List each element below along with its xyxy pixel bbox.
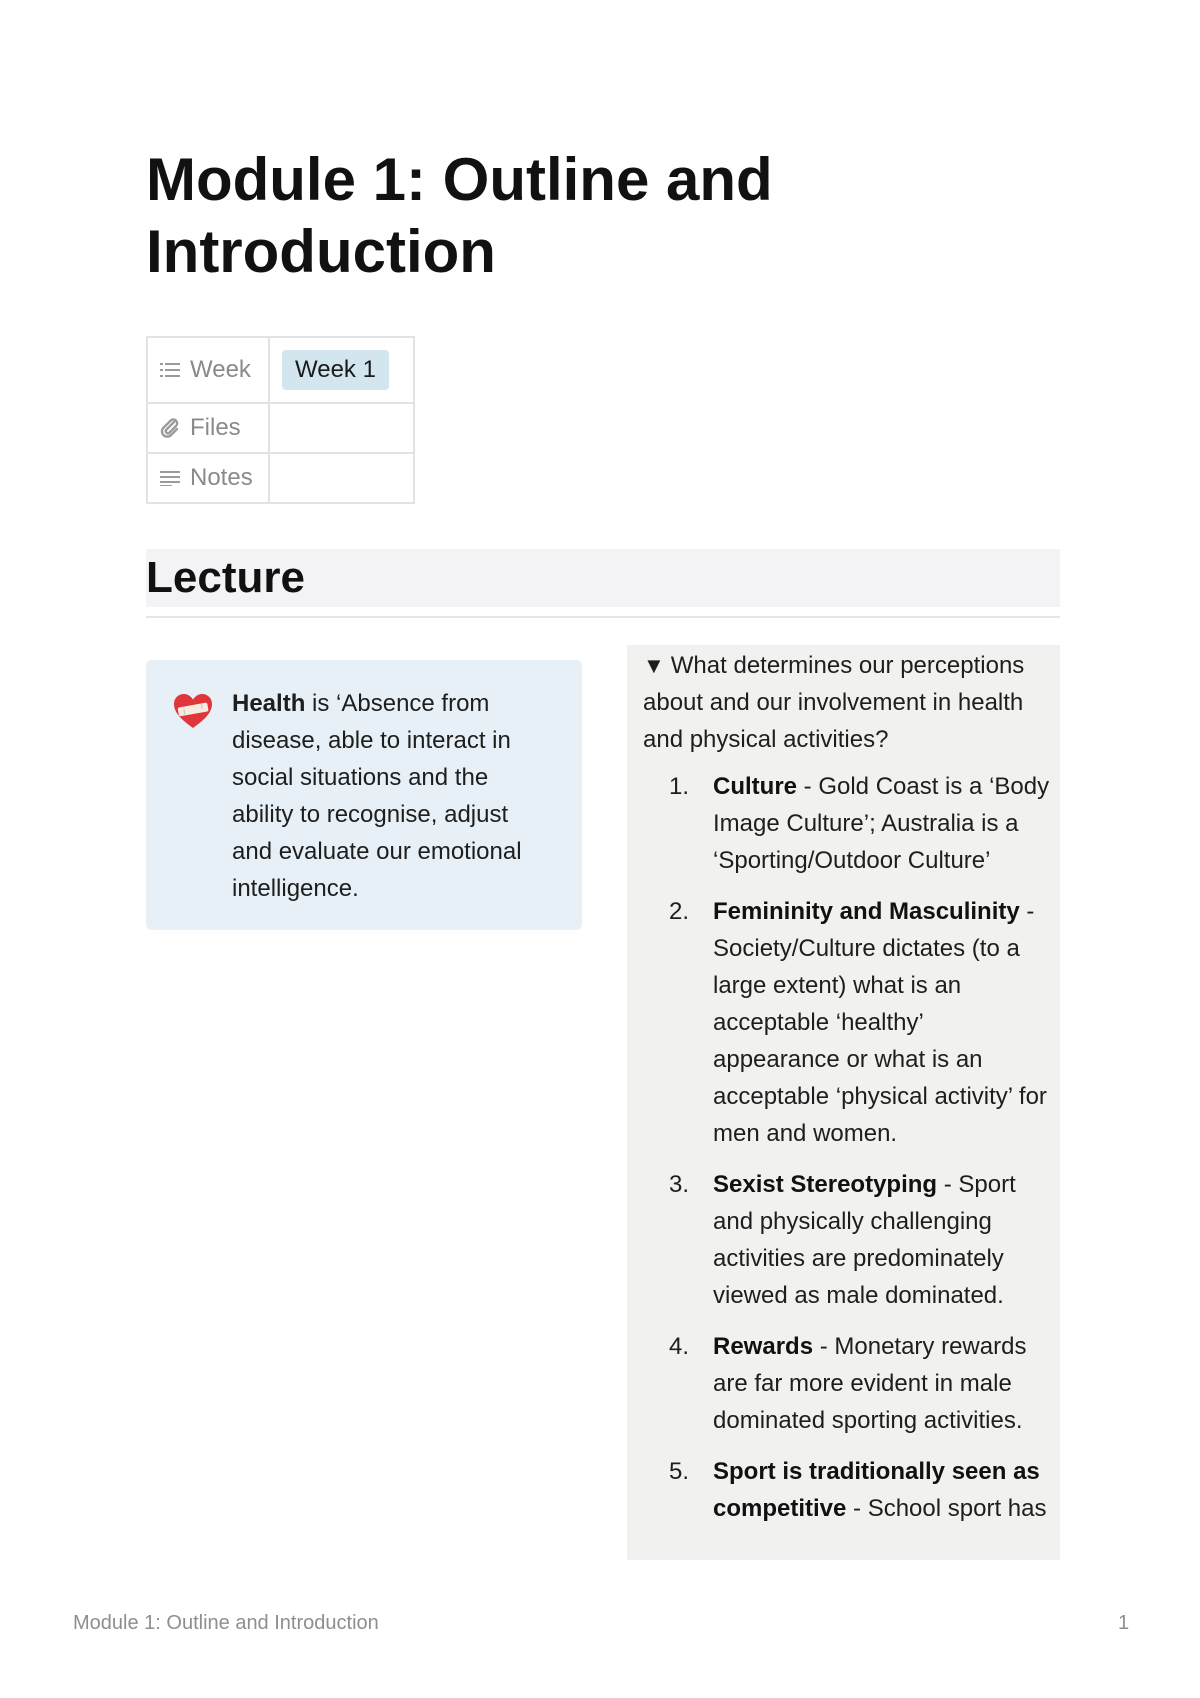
list-item-text: - School sport has (846, 1495, 1047, 1522)
list-item-text: - Society/Culture dictates (to a large extent) what is an acceptable ‘healthy’ appearance or what is an acceptable ‘physical activity’ for men and women. (713, 898, 1047, 1147)
list-item-text: - Monetary rewards are far more evident in male dominated sporting activities. (713, 1333, 1027, 1434)
property-row-week (147, 337, 414, 403)
list-icon (160, 362, 180, 378)
perceptions-toggle[interactable] (627, 645, 1060, 1560)
health-callout (146, 660, 582, 930)
list-item-number: 4. (669, 1333, 690, 1360)
paperclip-icon (160, 418, 180, 438)
list-item-text: - Sport and physically challenging activities are predominately viewed as male dominated. (713, 1171, 1016, 1309)
toggle-arrow-icon[interactable]: ▼ (643, 653, 665, 678)
property-value-week[interactable] (269, 337, 414, 403)
callout-term: Health (232, 690, 306, 717)
list-item-number: 1. (669, 773, 690, 800)
property-label-week: Week (190, 356, 251, 383)
callout-text (232, 685, 552, 907)
list-item-term: Culture (713, 773, 797, 800)
list-item-term: Sexist Stereotyping (713, 1171, 938, 1198)
property-value-notes[interactable] (269, 453, 414, 503)
factors-list (669, 768, 1055, 1541)
list-item (669, 893, 1055, 1152)
list-item-term: Rewards (713, 1333, 814, 1360)
property-label-notes: Notes (190, 464, 253, 491)
text-lines-icon (160, 470, 180, 486)
toggle-summary-text: What determines our perceptions about and our involvement in health and physical activities? (643, 652, 1025, 753)
section-heading-lecture: Lecture (146, 549, 1060, 607)
property-value-files[interactable] (269, 403, 414, 453)
list-item-number: 5. (669, 1458, 690, 1485)
footer-doc-title: Module 1: Outline and Introduction (73, 1612, 379, 1634)
toggle-summary[interactable] (643, 647, 1053, 758)
list-item (669, 1166, 1055, 1314)
list-item-number: 2. (669, 898, 690, 925)
callout-definition: is ‘Absence from disease, able to interact in social situations and the ability to recognise, adjust and evaluate our emotional intelligence. (232, 690, 522, 902)
list-item-term: Femininity and Masculinity (713, 898, 1020, 925)
list-item-number: 3. (669, 1171, 690, 1198)
property-label-files: Files (190, 414, 241, 441)
property-row-files (147, 403, 414, 453)
property-row-notes (147, 453, 414, 503)
list-item (669, 768, 1055, 879)
list-item-term: Sport is traditionally seen as competitive (713, 1458, 1040, 1522)
list-item-text: - Gold Coast is a ‘Body Image Culture’; Australia is a ‘Sporting/Outdoor Culture’ (713, 773, 1050, 874)
week-tag[interactable]: Week 1 (282, 350, 389, 390)
list-item (669, 1328, 1055, 1439)
page-title: Module 1: Outline and Introduction (146, 146, 773, 285)
heading-divider (146, 616, 1060, 618)
footer-page-number: 1 (1118, 1612, 1130, 1634)
properties-table (146, 336, 415, 504)
list-item (669, 1453, 1055, 1527)
mending-heart-icon (172, 692, 214, 730)
